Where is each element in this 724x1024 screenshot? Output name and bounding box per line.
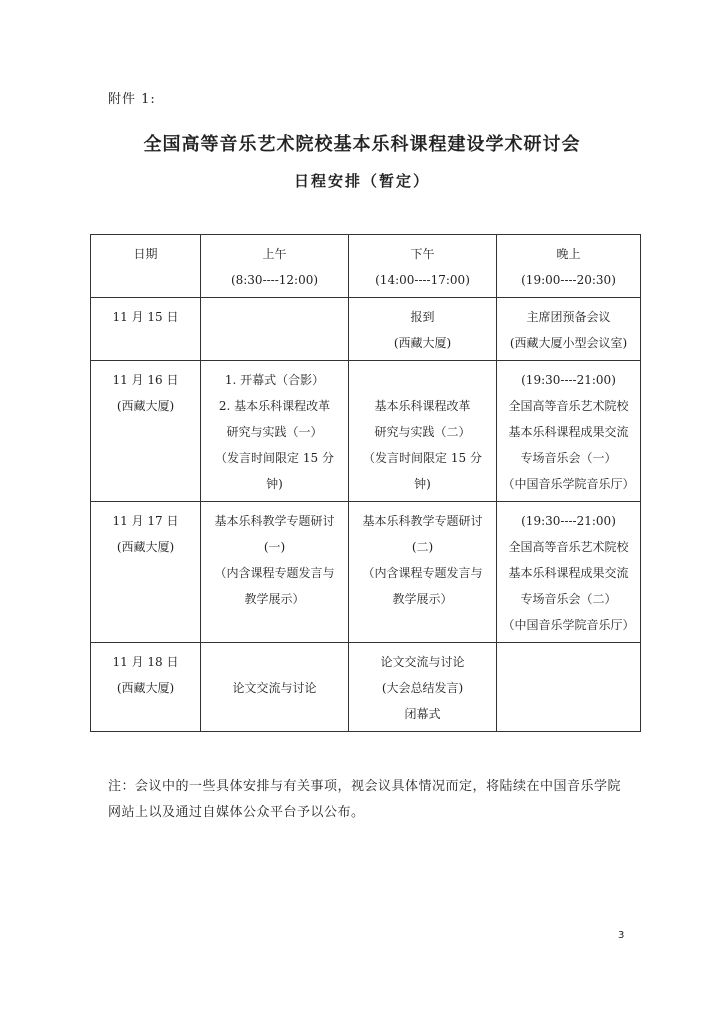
cell-line: 基本乐科课程成果交流 (508, 425, 629, 439)
cell-line: 钟) (414, 477, 431, 491)
header-label: 日期 (133, 247, 158, 261)
cell-date (91, 361, 201, 502)
header-evening (497, 235, 641, 298)
cell-line: 报到 (410, 310, 435, 324)
cell-line: (西藏大厦) (116, 681, 175, 695)
cell-line: （中国音乐学院音乐厅） (502, 477, 635, 491)
cell-line: （内含课程专题发言与 (214, 566, 335, 580)
cell-line: (19:30----21:00) (521, 373, 616, 387)
header-time: (19:00----20:30) (521, 273, 616, 287)
cell-line: 钟) (266, 477, 283, 491)
header-time: (14:00----17:00) (375, 273, 470, 287)
cell-line (353, 367, 492, 393)
cell-line: 11 月 17 日 (112, 514, 179, 528)
cell-evening (497, 361, 641, 502)
header-label: 晚上 (556, 247, 581, 261)
cell-line: 论文交流与讨论 (380, 655, 465, 669)
cell-line (205, 649, 344, 675)
header-date (91, 235, 201, 298)
document-title: 全国高等音乐艺术院校基本乐科课程建设学术研讨会 (143, 134, 581, 155)
document-subtitle: 日程安排（暂定） (293, 172, 430, 190)
header-afternoon (349, 235, 497, 298)
cell-line: （发言时间限定 15 分 (215, 451, 334, 465)
cell-line: 基本乐科课程改革 (374, 399, 471, 413)
cell-evening (497, 643, 641, 732)
cell-line: 教学展示） (392, 592, 453, 606)
cell-morning (201, 361, 349, 502)
cell-date (91, 298, 201, 361)
table-row (91, 502, 641, 643)
cell-line: (西藏大厦) (116, 540, 175, 554)
cell-afternoon (349, 361, 497, 502)
cell-line: 闭幕式 (404, 707, 441, 721)
cell-line: 11 月 15 日 (112, 310, 179, 324)
table-row (91, 361, 641, 502)
cell-afternoon (349, 502, 497, 643)
header-time: (8:30----12:00) (230, 273, 319, 287)
attachment-label: 附件 1: (108, 92, 156, 107)
cell-morning (201, 298, 349, 361)
cell-line: 全国高等音乐艺术院校 (508, 399, 629, 413)
cell-line: (二) (411, 540, 434, 554)
page-number: 3 (618, 930, 625, 941)
cell-line: 研究与实践（二） (374, 425, 471, 439)
cell-line: (一) (263, 540, 286, 554)
cell-line: 论文交流与讨论 (232, 681, 317, 695)
header-label: 下午 (410, 247, 435, 261)
cell-line: 全国高等音乐艺术院校 (508, 540, 629, 554)
cell-evening (497, 298, 641, 361)
table-row (91, 298, 641, 361)
cell-afternoon (349, 643, 497, 732)
cell-evening (497, 502, 641, 643)
cell-line: 2. 基本乐科课程改革 (218, 399, 331, 413)
cell-line: 专场音乐会（二） (520, 592, 617, 606)
table-header-row (91, 235, 641, 298)
cell-line: 专场音乐会（一） (520, 451, 617, 465)
cell-date (91, 643, 201, 732)
cell-line: 主席团预备会议 (526, 310, 611, 324)
cell-line: 11 月 18 日 (112, 655, 179, 669)
cell-line: 基本乐科教学专题研讨 (362, 514, 483, 528)
cell-line: 1. 开幕式（合影） (224, 373, 325, 387)
cell-line: （中国音乐学院音乐厅） (502, 618, 635, 632)
cell-line: 基本乐科课程成果交流 (508, 566, 629, 580)
cell-line: (19:30----21:00) (521, 514, 616, 528)
cell-line: （发言时间限定 15 分 (363, 451, 482, 465)
schedule-table (90, 234, 641, 732)
cell-line: (西藏大厦) (393, 336, 452, 350)
cell-line: （内含课程专题发言与 (362, 566, 483, 580)
cell-line: 11 月 16 日 (112, 373, 179, 387)
cell-morning (201, 502, 349, 643)
table-row (91, 643, 641, 732)
cell-line: (西藏大厦小型会议室) (509, 336, 628, 350)
cell-line: 基本乐科教学专题研讨 (214, 514, 335, 528)
cell-morning (201, 643, 349, 732)
cell-line: (大会总结发言) (381, 681, 464, 695)
cell-line: 研究与实践（一） (226, 425, 323, 439)
header-morning (201, 235, 349, 298)
cell-line: 教学展示） (244, 592, 305, 606)
footnote: 注：会议中的一些具体安排与有关事项，视会议具体情况而定，将陆续在中国音乐学院网站上以及通过自媒体公众平台予以公布。 (108, 779, 622, 820)
header-label: 上午 (262, 247, 287, 261)
cell-line: (西藏大厦) (116, 399, 175, 413)
cell-date (91, 502, 201, 643)
cell-afternoon (349, 298, 497, 361)
